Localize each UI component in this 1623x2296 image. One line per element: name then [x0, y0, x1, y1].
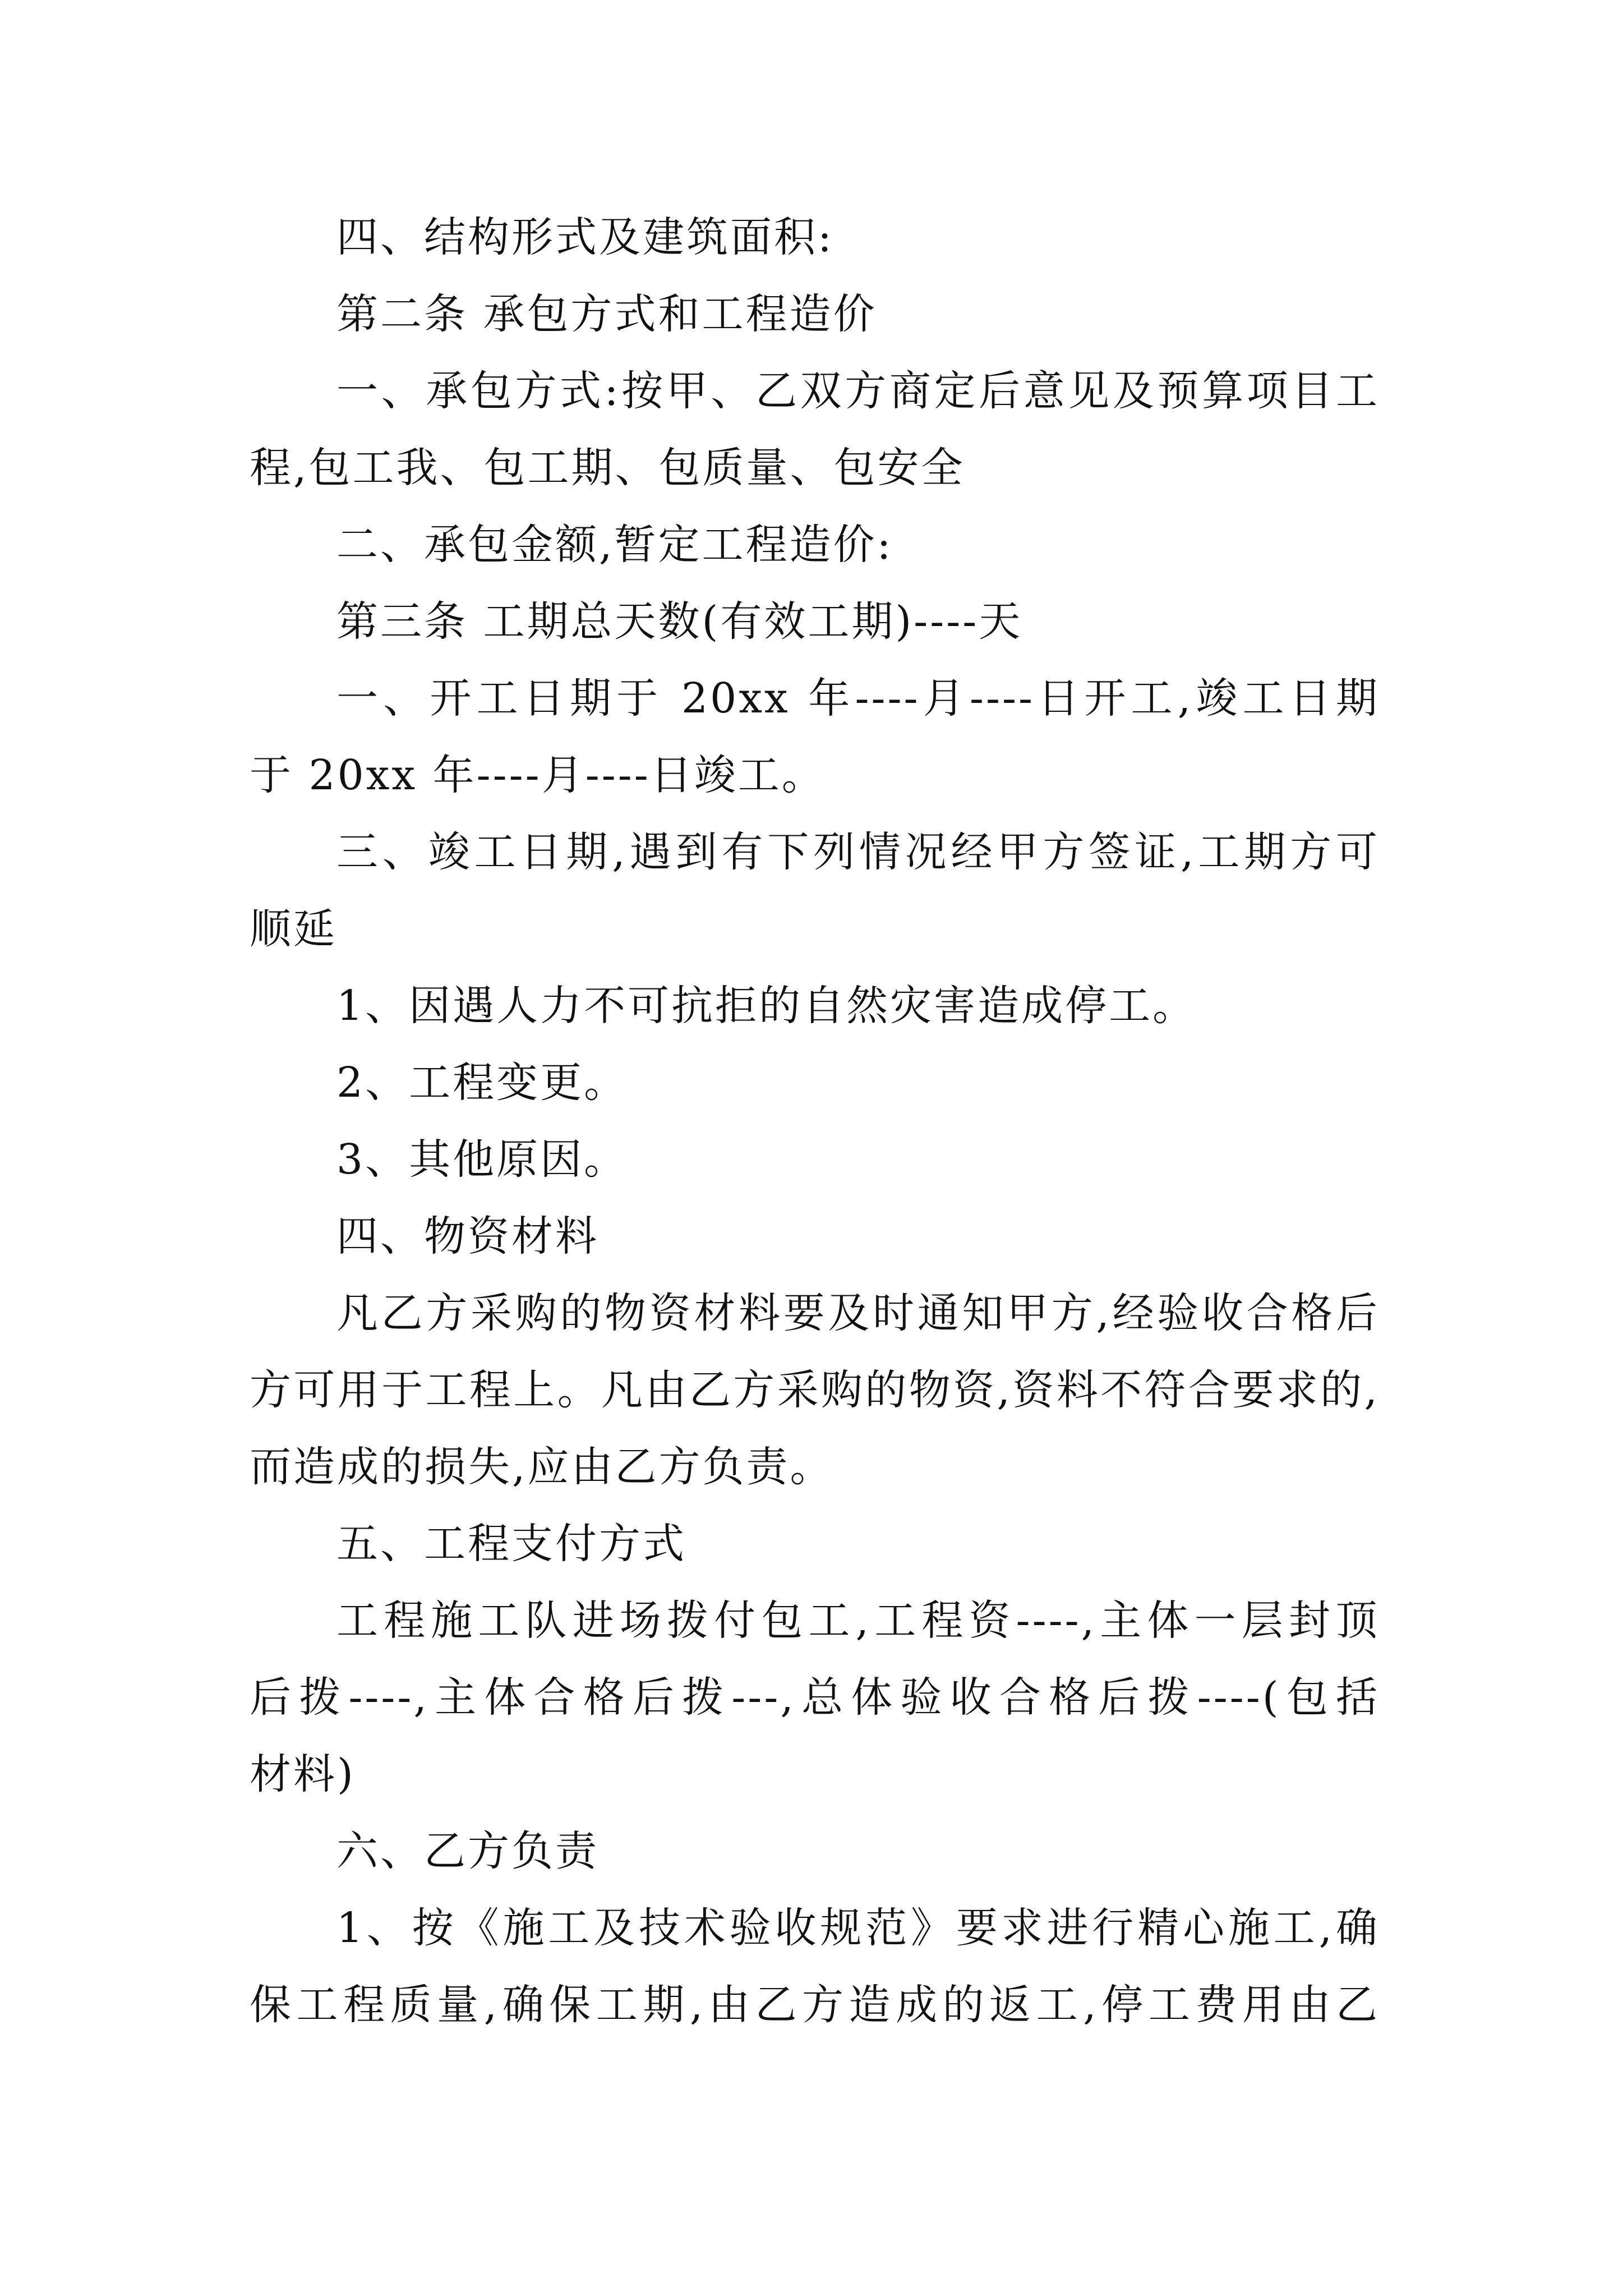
paragraph-line: 三、竣工日期,遇到有下列情况经甲方签证,工期方可	[336, 828, 1380, 876]
paragraph-line: 而造成的损失,应由乙方负责。	[250, 1443, 834, 1491]
list-item: 3、其他原因。	[336, 1135, 628, 1184]
paragraph-line: 1、按《施工及技术验收规范》要求进行精心施工,确	[336, 1904, 1380, 1952]
article-heading: 第二条 承包方式和工程造价	[336, 290, 877, 338]
paragraph-line: 顺延	[250, 905, 337, 953]
paragraph-line: 于 20xx 年----月----日竣工。	[250, 751, 826, 799]
paragraph-line: 方可用于工程上。凡由乙方采购的物资,资料不符合要求的,	[250, 1366, 1380, 1414]
paragraph-line: 一、承包方式:按甲、乙双方商定后意见及预算项目工	[336, 367, 1380, 415]
article-heading: 第三条 工期总天数(有效工期)----天	[336, 597, 1023, 646]
paragraph-line: 程,包工我、包工期、包质量、包安全	[250, 444, 965, 492]
section-heading: 四、物资材料	[336, 1212, 599, 1260]
section-heading: 五、工程支付方式	[336, 1520, 686, 1568]
paragraph-line: 材料)	[250, 1750, 356, 1798]
paragraph-line: 工程施工队进场拨付包工,工程资----,主体一层封顶	[336, 1596, 1380, 1645]
section-heading: 六、乙方负责	[336, 1827, 599, 1875]
document-body	[250, 199, 1380, 2044]
section-heading: 四、结构形式及建筑面积:	[336, 213, 834, 261]
paragraph-line: 一、开工日期于 20xx 年----月----日开工,竣工日期	[336, 674, 1380, 723]
list-item: 1、因遇人力不可抗拒的自然灾害造成停工。	[336, 982, 1197, 1030]
paragraph-line: 凡乙方采购的物资材料要及时通知甲方,经验收合格后	[336, 1289, 1380, 1337]
paragraph-line: 后拨----,主体合格后拨---,总体验收合格后拨----(包括	[250, 1673, 1380, 1722]
list-item: 2、工程变更。	[336, 1059, 628, 1107]
paragraph-line: 保工程质量,确保工期,由乙方造成的返工,停工费用由乙	[250, 1981, 1380, 2029]
paragraph-line: 二、承包金额,暂定工程造价:	[336, 521, 893, 569]
